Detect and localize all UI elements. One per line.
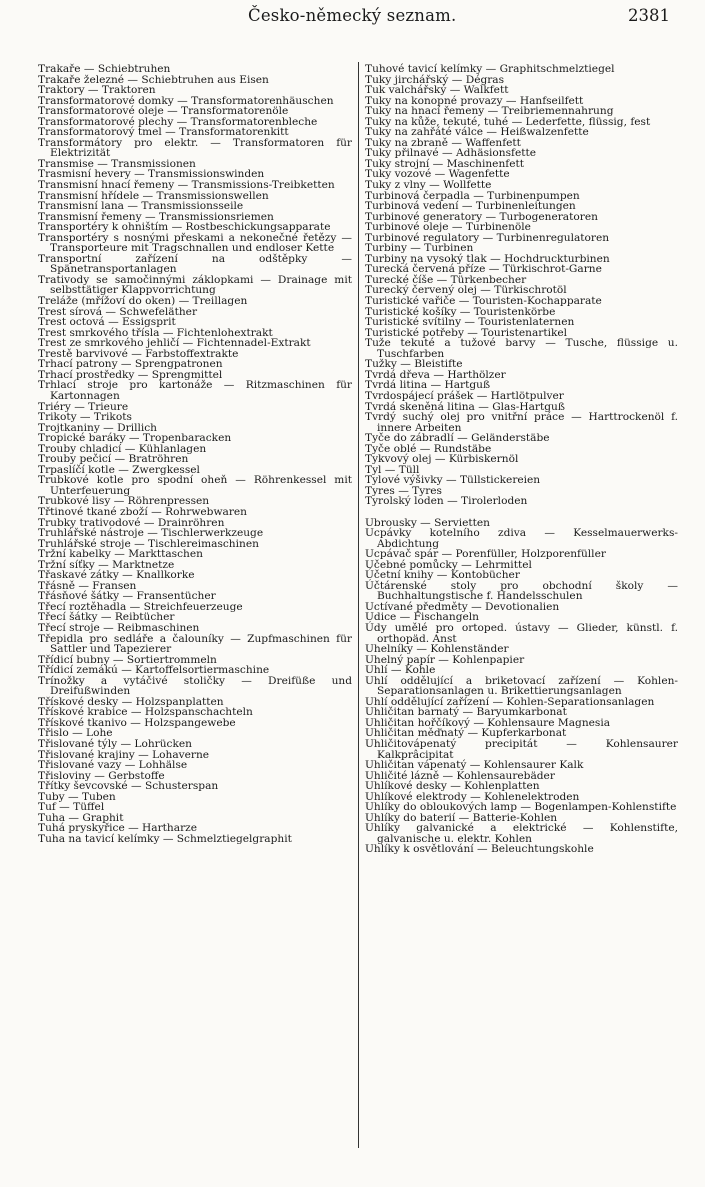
dictionary-entry: Tuky na kůže, tekuté, tuhé — Lederfette, flüssig, fest xyxy=(365,115,651,128)
dictionary-entry: Tužky — Bleistifte xyxy=(365,358,463,371)
dictionary-entry: Tvrdospájecí prášek — Hartlötpulver xyxy=(365,389,564,402)
dictionary-entry: Uhličitovápenatý precipitát — Kohlensaurer Kalkprâcipitat xyxy=(365,738,678,761)
dictionary-entry: Trhlací stroje pro kartonáže — Ritzmaschinen für Kartonnagen xyxy=(38,379,352,402)
dictionary-entry: Třecí šátky — Reibtücher xyxy=(38,611,175,624)
dictionary-entry: Traktory — Traktoren xyxy=(38,84,156,97)
page-header xyxy=(0,6,705,42)
dictionary-entry: Tvrdá litina — Hartguß xyxy=(365,379,491,392)
dictionary-entry: Třisloviny — Gerbstoffe xyxy=(38,769,165,782)
dictionary-entry: Třaskavé zátky — Knallkorke xyxy=(38,569,195,582)
dictionary-entry: Uhličitan barnatý — Baryumkarbonat xyxy=(365,706,567,719)
dictionary-entry: Uhlíky do obloukových lamp — Bogenlampen-Kohlenstifte xyxy=(365,801,677,814)
dictionary-entry: Účtárenské stoly pro obchodní školy — Buchhaltungstische f. Handelsschulen xyxy=(365,579,678,603)
dictionary-entry: Uhlí oddělující a briketovací zařízení — Kohlen-Separationsanlagen u. Brikettierungsanlagen xyxy=(365,674,678,698)
dictionary-entry: Turecká červená příze — Türkischrot-Garne xyxy=(365,263,602,276)
dictionary-entry: Transmisní lana — Transmissionsseile xyxy=(38,200,244,213)
dictionary-entry: Trubkové lisy — Röhrenpressen xyxy=(38,495,210,508)
dictionary-entry: Transformatorové plechy — Transformatorenbleche xyxy=(38,115,318,128)
section-gap xyxy=(365,507,678,518)
dictionary-entry: Třítky ševcovské — Schusterspan xyxy=(38,780,219,793)
dictionary-entry: Tržní síťky — Marktnetze xyxy=(38,558,175,571)
dictionary-entry: Třepidla pro sedláře a čalouníky — Zupfmaschinen für Sattler und Tapezierer xyxy=(38,632,352,656)
dictionary-entry: Trubky trativodové — Drainröhren xyxy=(38,516,225,529)
dictionary-entry: Trikoty — Trikots xyxy=(38,411,132,424)
dictionary-entry: Uhelníky — Kohlenständer xyxy=(365,643,509,656)
dictionary-entry: Uhlíky do baterií — Batterie-Kohlen xyxy=(365,811,558,824)
right-column xyxy=(365,64,678,855)
dictionary-entry: Trakaře železné — Schiebtruhen aus Eisen xyxy=(38,73,269,86)
dictionary-entry: Uhličitan vápenatý — Kohlensaurer Kalk xyxy=(365,759,584,772)
dictionary-entry: Turbinová čerpadla — Turbinenpumpen xyxy=(365,189,580,202)
dictionary-entry: Transformatorový tmel — Transformatorenkitt xyxy=(38,126,289,139)
dictionary-entry: Trouby chladicí — Kühlanlagen xyxy=(38,442,207,455)
page-number: 2381 xyxy=(628,6,670,25)
dictionary-entry: Uhličitan hořčíkový — Kohlensaure Magnesia xyxy=(365,716,611,729)
dictionary-entry: Tuky strojní — Maschinenfett xyxy=(365,157,524,170)
dictionary-entry: Tržní kabelky — Markttaschen xyxy=(38,548,203,561)
dictionary-entry: Třásně — Fransen xyxy=(38,579,137,592)
dictionary-entry: Uhlíky galvanické a elektrické — Kohlenstifte, galvanische u. elektr. Kohlen xyxy=(365,822,678,845)
dictionary-entry: Uhelný papír — Kohlenpapier xyxy=(365,653,525,666)
dictionary-entry: Uhličité lázně — Kohlensaurebäder xyxy=(365,769,555,782)
dictionary-entry: Trubkové kotle pro spodní oheň — Röhrenkessel mit Unterfeuerung xyxy=(38,474,352,497)
dictionary-entry: Třískové tkanivo — Holzspangewebe xyxy=(38,716,236,729)
dictionary-entry: Trouby pečicí — Bratröhren xyxy=(38,453,189,466)
dictionary-entry: Uhlíky k osvětlování — Beleuchtungskohle xyxy=(365,843,594,856)
dictionary-entry: Transmisní hnací řemeny — Transmissions-Treibketten xyxy=(38,179,335,192)
dictionary-entry: Turbinová vedení — Turbinenleitungen xyxy=(365,200,576,213)
dictionary-entry: Trínožky a vytáčivé stoličky — Dreifüße und Dreifußwinden xyxy=(38,674,352,698)
dictionary-entry: Tvrdá dřeva — Harthölzer xyxy=(365,368,506,381)
dictionary-entry: Tuha na tavicí kelímky — Schmelztiegelgraphit xyxy=(38,832,292,845)
dictionary-entry: Třislované týly — Lohrücken xyxy=(38,738,192,750)
dictionary-entry: Uhlí oddělující zařízení — Kohlen-Separationsanlagen xyxy=(365,695,655,708)
left-column xyxy=(38,64,352,844)
dictionary-entry: Transportní zařízení na odštěpky — Spänetransportanlagen xyxy=(38,252,352,276)
dictionary-entry: Účetní knihy — Kontobücher xyxy=(365,569,520,582)
dictionary-entry: Truhlářské nástroje — Tischlerwerkzeuge xyxy=(38,527,264,540)
dictionary-entry: Třecí roztěhadla — Streichfeuerzeuge xyxy=(38,600,243,613)
page-title: Česko-německý seznam. xyxy=(248,6,457,25)
dictionary-entry: Turbinové oleje — Turbinenöle xyxy=(365,221,531,234)
dictionary-entry: Třískové desky — Holzspanplatten xyxy=(38,695,224,708)
dictionary-entry: Treláže (mřížoví do oken) — Treillagen xyxy=(38,295,248,308)
dictionary-entry: Tuky přilnavé — Adhäsionsfette xyxy=(365,147,537,160)
dictionary-entry: Trest sírová — Schwefeläther xyxy=(38,305,198,318)
dictionary-entry: Třídicí bubny — Sortiertrommeln xyxy=(38,653,217,666)
dictionary-entry: Trativody se samočinnými záklopkami — Drainage mit selbsttätiger Klappvorrichtung xyxy=(38,273,352,297)
dictionary-entry: Ubrousky — Servietten xyxy=(365,516,490,529)
dictionary-entry: Transportéry s nosnými přeskami a nekonečné řetězy — Transporteure mit Tragschnallen und endloser Kette xyxy=(38,231,352,255)
dictionary-entry: Tyl — Tüll xyxy=(365,463,420,476)
dictionary-entry: Transformatorové oleje — Transformatorenöle xyxy=(38,105,289,118)
dictionary-entry: Tuky vozové — Wagenfette xyxy=(365,168,510,181)
dictionary-entry: Udice — Fischangeln xyxy=(365,611,479,624)
dictionary-entry: Trest ze smrkového jehličí — Fichtennadel-Extrakt xyxy=(38,337,311,350)
dictionary-entry: Trest smrkového tříslа — Fichtenlohextrakt xyxy=(38,326,273,339)
dictionary-entry: Tyče do zábradlí — Geländerstäbe xyxy=(365,432,550,445)
dictionary-entry: Trestě barvivové — Farbstoffextrakte xyxy=(38,347,239,360)
dictionary-entry: Turbinové generatory — Turbogeneratoren xyxy=(365,210,598,223)
dictionary-entry: Turistické košíky — Touristenkörbe xyxy=(365,305,556,318)
dictionary-entry: Trest octová — Essigsprit xyxy=(38,316,176,329)
dictionary-entry: Tyres — Tyres xyxy=(365,484,442,497)
dictionary-entry: Údy umělé pro ortoped. ústavy — Glieder, künstl. f. orthopäd. Anst xyxy=(365,621,678,645)
dictionary-entry: Trpaslíčí kotle — Zwergkessel xyxy=(38,463,200,476)
dictionary-entry: Turbiny — Turbinen xyxy=(365,242,474,255)
dictionary-entry: Ucpávky kotelního zdiva — Kesselmauerwerks-Abdichtung xyxy=(365,527,678,550)
dictionary-entry: Transformátory pro elektr. — Transformatoren für Elektrizität xyxy=(38,136,352,160)
dictionary-entry: Tuky z vlny — Wollfette xyxy=(365,179,492,192)
dictionary-entry: Tuk valchářský — Walkfett xyxy=(365,84,509,97)
dictionary-entry: Trhací patrony — Sprengpatronen xyxy=(38,358,223,371)
dictionary-entry: Uctívané předměty — Devotionalien xyxy=(365,600,560,613)
dictionary-entry: Trhací prostředky — Sprengmittel xyxy=(38,368,223,381)
dictionary-entry: Tylové výšivky — Tüllstickereien xyxy=(365,474,541,487)
dictionary-entry: Tyče oblé — Rundstäbe xyxy=(365,442,492,455)
dictionary-entry: Transmisní řemeny — Transmissionsriemen xyxy=(38,210,274,223)
dictionary-entry: Ucpávač spár — Porenfüller, Holzporenfüller xyxy=(365,548,606,561)
dictionary-entry: Tuf — Tüffel xyxy=(38,801,105,814)
dictionary-entry: Tykvový olej — Kürbiskernöl xyxy=(365,453,519,466)
dictionary-entry: Trasmisní hevery — Transmissionswinden xyxy=(38,168,265,181)
dictionary-entry: Tropické baráky — Tropenbaracken xyxy=(38,432,232,445)
dictionary-entry: Uhlíkové desky — Kohlenplatten xyxy=(365,780,540,793)
dictionary-entry: Tuky na konopné provazy — Hanfseilfett xyxy=(365,94,584,107)
dictionary-entry: Uhlíkové elektrody — Kohlenelektroden xyxy=(365,790,580,803)
dictionary-entry: Tyrolský loden — Tirolerloden xyxy=(365,495,528,508)
dictionary-entry: Tuky na hnací řemeny — Treibriemennahrung xyxy=(365,105,614,118)
dictionary-entry: Třecí stroje — Reibmaschinen xyxy=(38,621,200,634)
dictionary-entry: Turbinové regulatory — Turbinenregulatoren xyxy=(365,231,610,244)
dictionary-entry: Tvrdý suchý olej pro vnitřní práce — Harttrockenöl f. innere Arbeiten xyxy=(365,411,678,434)
dictionary-entry: Třásňové šátky — Fransentücher xyxy=(38,590,216,603)
dictionary-entry: Turistické svítilny — Touristenlaternen xyxy=(365,316,575,329)
dictionary-entry: Turistické vařiče — Touristen-Kochapparate xyxy=(365,295,602,308)
dictionary-entry: Tuby — Tuben xyxy=(38,790,116,803)
dictionary-entry: Tvrdá skeněná litina — Glas-Hartguß xyxy=(365,400,565,413)
dictionary-entry: Uhličitan měďnatý — Kupferkarbonat xyxy=(365,727,567,740)
dictionary-entry: Třídicí zemákú — Kartoffelsortiermaschine xyxy=(38,664,270,677)
dictionary-entry: Transportéry k ohništím — Rostbeschickungsapparate xyxy=(38,221,331,234)
dictionary-entry: Učebné pomůcky — Lehrmittel xyxy=(365,558,532,571)
dictionary-entry: Turecké číše — Türkenbecher xyxy=(365,273,527,286)
dictionary-entry: Třtinové tkané zboží — Rohrwebwaren xyxy=(38,505,247,518)
dictionary-entry: Transformatorové domky — Transformatorenhäuschen xyxy=(38,94,334,107)
dictionary-entry: Tuha — Graphit xyxy=(38,811,124,824)
dictionary-entry: Trakaře — Schiebtruhen xyxy=(38,63,171,75)
dictionary-entry: Třískové krabice — Holzspanschachteln xyxy=(38,706,253,719)
dictionary-entry: Tuže tekuté a tužové barvy — Tusche, flüssige u. Tuschfarben xyxy=(365,337,678,360)
dictionary-entry: Třislované krajiny — Lohaverne xyxy=(38,748,210,761)
dictionary-entry: Trojtkaniny — Drillich xyxy=(38,421,157,434)
dictionary-entry: Turistické potřeby — Touristenartikel xyxy=(365,326,568,339)
dictionary-entry: Truhlářské stroje — Tischlereimaschinen xyxy=(38,537,259,550)
dictionary-entry: Triéry — Trieure xyxy=(38,400,129,413)
dictionary-entry: Tuky na zbraně — Waffenfett xyxy=(365,136,521,149)
dictionary-entry: Tuky jirchářský — Dégras xyxy=(365,73,505,86)
column-divider xyxy=(358,62,359,1148)
dictionary-entry: Tuhové tavicí kelímky — Graphitschmelztiegel xyxy=(365,63,615,75)
dictionary-entry: Transmisní hřídele — Transmissionswellen xyxy=(38,189,269,202)
dictionary-entry: Tuky na zahřáté válce — Heißwalzenfette xyxy=(365,126,589,139)
dictionary-entry: Turecký červený olej — Türkischrotöl xyxy=(365,284,567,297)
dictionary-entry: Tuhá pryskyřice — Hartharze xyxy=(38,822,197,835)
dictionary-entry: Turbiny na vysoký tlak — Hochdruckturbinen xyxy=(365,252,610,265)
dictionary-entry: Uhlí — Kohle xyxy=(365,664,436,677)
dictionary-entry: Třislované vazy — Lohhälse xyxy=(38,759,188,772)
dictionary-entry: Transmise — Transmissionen xyxy=(38,157,196,170)
dictionary-entry: Třislo — Lohe xyxy=(38,727,113,740)
